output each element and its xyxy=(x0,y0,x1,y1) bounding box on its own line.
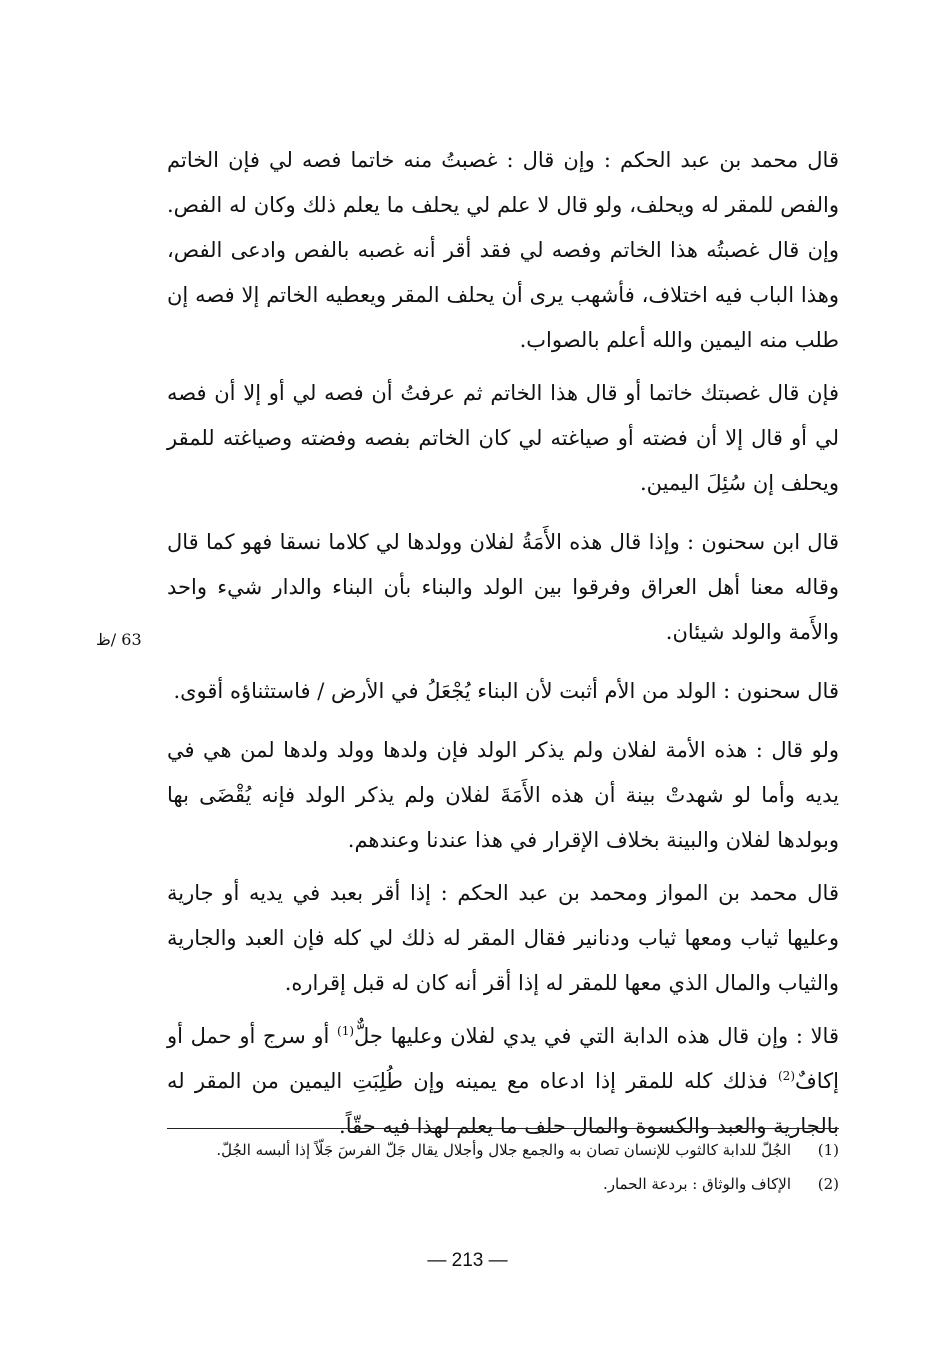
paragraph-6: قال محمد بن المواز ومحمد بن عبد الحكم : إذا أقر بعبد في يديه أو جارية وعليها ثياب ومعها ثياب ودنانير فقال المقر له ذلك لي كله فإن العبد والجارية والثياب والمال الذي معها للمقر له إذا أقر أنه كان له قبل إقراره. xyxy=(167,881,839,995)
manuscript-folio-note: 63 /ظ xyxy=(96,630,142,649)
paragraph-7-part-3: فذلك كله للمقر إذا ادعاه مع يمينه وإن طُلِبَتِ اليمين من المقر له بالجارية والعبد والكسوة والمال حلف ما يعلم لهذا فيه حقّاً. xyxy=(167,1069,839,1138)
paragraph-1: قال محمد بن عبد الحكم : وإن قال : غصبتُ منه خاتما فصه لي فإن الخاتم والفص للمقر له ويحلف، ولو قال لا علم لي يحلف ما يعلم ذلك وكان له الفص. وإن قال غصبتُه هذا الخاتم وفصه لي فقد أقر أنه غصبه بالفص وادعى الفص، وهذا الباب فيه اختلاف، فأشهب يرى أن يحلف المقر ويعطيه الخاتم إلا فصه إن طلب منه اليمين والله أعلم بالصواب. xyxy=(167,148,839,352)
paragraph-3: قال ابن سحنون : وإذا قال هذه الأَمَةُ لفلان وولدها لي كلاما نسقا فهو كما قال وقاله معنا أهل العراق وفرقوا بين الولد والبناء بأن البناء والدار شيء واحد والأَمة والولد شيئان. xyxy=(167,530,839,644)
page-number: — 213 — xyxy=(427,1250,508,1271)
footnote-ref-2: (2) xyxy=(777,1069,795,1083)
footnote-text: الجُلّ للدابة كالثوب للإنسان تصان به والجمع جلال وأجلال يقال جَلّ الفرسَ جَلّاً إذا ألبسه الجُلّ. xyxy=(216,1141,791,1159)
paragraph-2: فإن قال غصبتك خاتما أو قال هذا الخاتم ثم عرفتُ أن فصه لي أو إلا أن فصه لي أو قال إلا أن فضته أو صياغته لي كان الخاتم بفصه وفضته وصياغته للمقر ويحلف إن سُئِلَ اليمين. xyxy=(167,381,839,495)
paragraph-7-part-1: قالا : وإن قال هذه الدابة التي في يدي لفلان وعليها جلٌّ xyxy=(354,1024,839,1048)
main-text xyxy=(167,138,839,1149)
footnote-text: الإكاف والوثاق : بردعة الحمار. xyxy=(602,1175,791,1193)
footnote-number: (1) xyxy=(817,1141,839,1159)
footnote-divider xyxy=(167,1128,839,1129)
footnotes xyxy=(167,1136,839,1204)
footnote-1 xyxy=(167,1136,839,1164)
paragraph-7-part-2: أو سرج أو حمل أو إكافٌ xyxy=(167,1024,839,1093)
footnote-ref-1: (1) xyxy=(337,1024,355,1038)
footnote-2 xyxy=(167,1170,839,1198)
paragraph-5: ولو قال : هذه الأمة لفلان ولم يذكر الولد فإن ولدها وولد ولدها لمن هي في يديه وأما لو شهدتْ بينة أن هذه الأَمَةَ لفلان ولم يذكر الولد فإنه يُقْضَى بها وبولدها لفلان والبينة بخلاف الإقرار في هذا عندنا وعندهم. xyxy=(167,738,839,852)
footnote-number: (2) xyxy=(817,1175,839,1193)
paragraph-4: قال سحنون : الولد من الأم أثبت لأن البناء يُجْعَلُ في الأرض / فاستثناؤه أقوى. xyxy=(173,679,839,703)
